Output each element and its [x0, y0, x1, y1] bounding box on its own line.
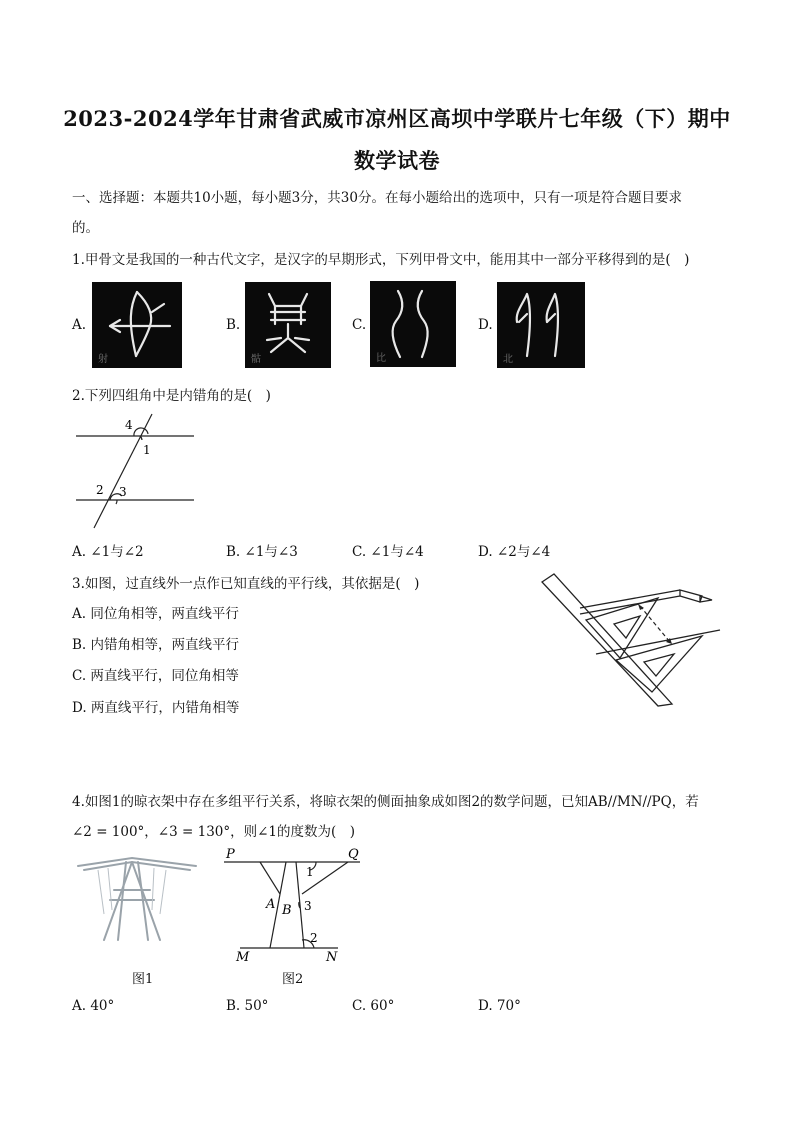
q1-option-a-caption: 射 — [98, 354, 108, 365]
q3-figure-set-square-ruler — [540, 572, 724, 708]
section-header-line2: 的。 — [72, 220, 99, 236]
q3-option-c: C. 两直线平行，同位角相等 — [72, 668, 239, 684]
q1-option-d-image — [497, 282, 585, 368]
q2-option-c: C. ∠1与∠4 — [352, 544, 424, 560]
q4-figure2-diagram — [220, 846, 370, 965]
q4-fig2-label-b: B — [282, 903, 292, 918]
q2-figure — [70, 412, 200, 532]
q4-option-d: D. 70° — [478, 998, 521, 1014]
q3-option-a: A. 同位角相等，两直线平行 — [72, 606, 239, 622]
q4-stem-line1: 4.如图1的晾衣架中存在多组平行关系，将晾衣架的侧面抽象成如图2的数学问题，已知AB//MN//PQ，若 — [72, 794, 699, 810]
paper-title-line1: 2023-2024学年甘肃省武威市凉州区高坝中学联片七年级（下）期中 — [63, 106, 731, 131]
q4-figure2-caption: 图2 — [282, 972, 304, 987]
q2-label-4: 4 — [125, 418, 133, 432]
q4-fig2-label-m: M — [236, 950, 250, 965]
q1-option-c-label: C. — [352, 317, 367, 333]
paper-title-line2: 数学试卷 — [354, 148, 440, 173]
q2-option-a: A. ∠1与∠2 — [72, 544, 144, 560]
q1-option-b-caption: 骷 — [251, 354, 261, 365]
q4-fig2-label-n: N — [326, 950, 338, 965]
q2-label-1: 1 — [143, 443, 151, 457]
q4-stem-line2: ∠2 = 100°，∠3 = 130°，则∠1的度数为( ) — [72, 824, 356, 840]
q4-fig2-angle-3: 3 — [304, 899, 312, 913]
q2-label-3: 3 — [119, 485, 127, 499]
q4-figure1-caption: 图1 — [132, 972, 154, 987]
q2-option-b: B. ∠1与∠3 — [226, 544, 298, 560]
q4-fig2-label-q: Q — [348, 847, 359, 862]
q4-figure1-drying-rack — [74, 856, 200, 948]
q4-option-a: A. 40° — [72, 998, 115, 1014]
q4-fig2-angle-1: 1 — [306, 865, 314, 879]
q2-label-2: 2 — [96, 483, 104, 497]
q4-option-c: C. 60° — [352, 998, 395, 1014]
q3-stem: 3.如图，过直线外一点作已知直线的平行线，其依据是( ) — [72, 576, 420, 592]
q4-option-b: B. 50° — [226, 998, 269, 1014]
q1-option-b-label: B. — [226, 317, 241, 333]
q2-option-d: D. ∠2与∠4 — [478, 544, 551, 560]
section-header-line1: 一、选择题：本题共10小题，每小题3分，共30分。在每小题给出的选项中，只有一项是符合题目要求 — [72, 190, 682, 206]
q1-option-a-image — [92, 282, 182, 368]
q1-option-b-image — [245, 282, 331, 368]
q4-fig2-label-a: A — [266, 897, 276, 912]
q3-option-b: B. 内错角相等，两直线平行 — [72, 637, 240, 653]
q1-stem: 1.甲骨文是我国的一种古代文字，是汉字的早期形式，下列甲骨文中，能用其中一部分平移得到的是( ) — [72, 252, 690, 268]
q1-option-d-caption: 北 — [503, 354, 513, 365]
q2-stem: 2.下列四组角中是内错角的是( ) — [72, 388, 271, 404]
q1-option-a-label: A. — [72, 317, 87, 333]
q1-option-c-image — [370, 281, 456, 367]
q3-option-d: D. 两直线平行，内错角相等 — [72, 700, 240, 716]
q4-fig2-angle-2: 2 — [310, 931, 318, 945]
q1-option-d-label: D. — [478, 317, 493, 333]
q1-option-c-caption: 比 — [376, 353, 386, 364]
q4-fig2-label-p: P — [226, 847, 235, 862]
